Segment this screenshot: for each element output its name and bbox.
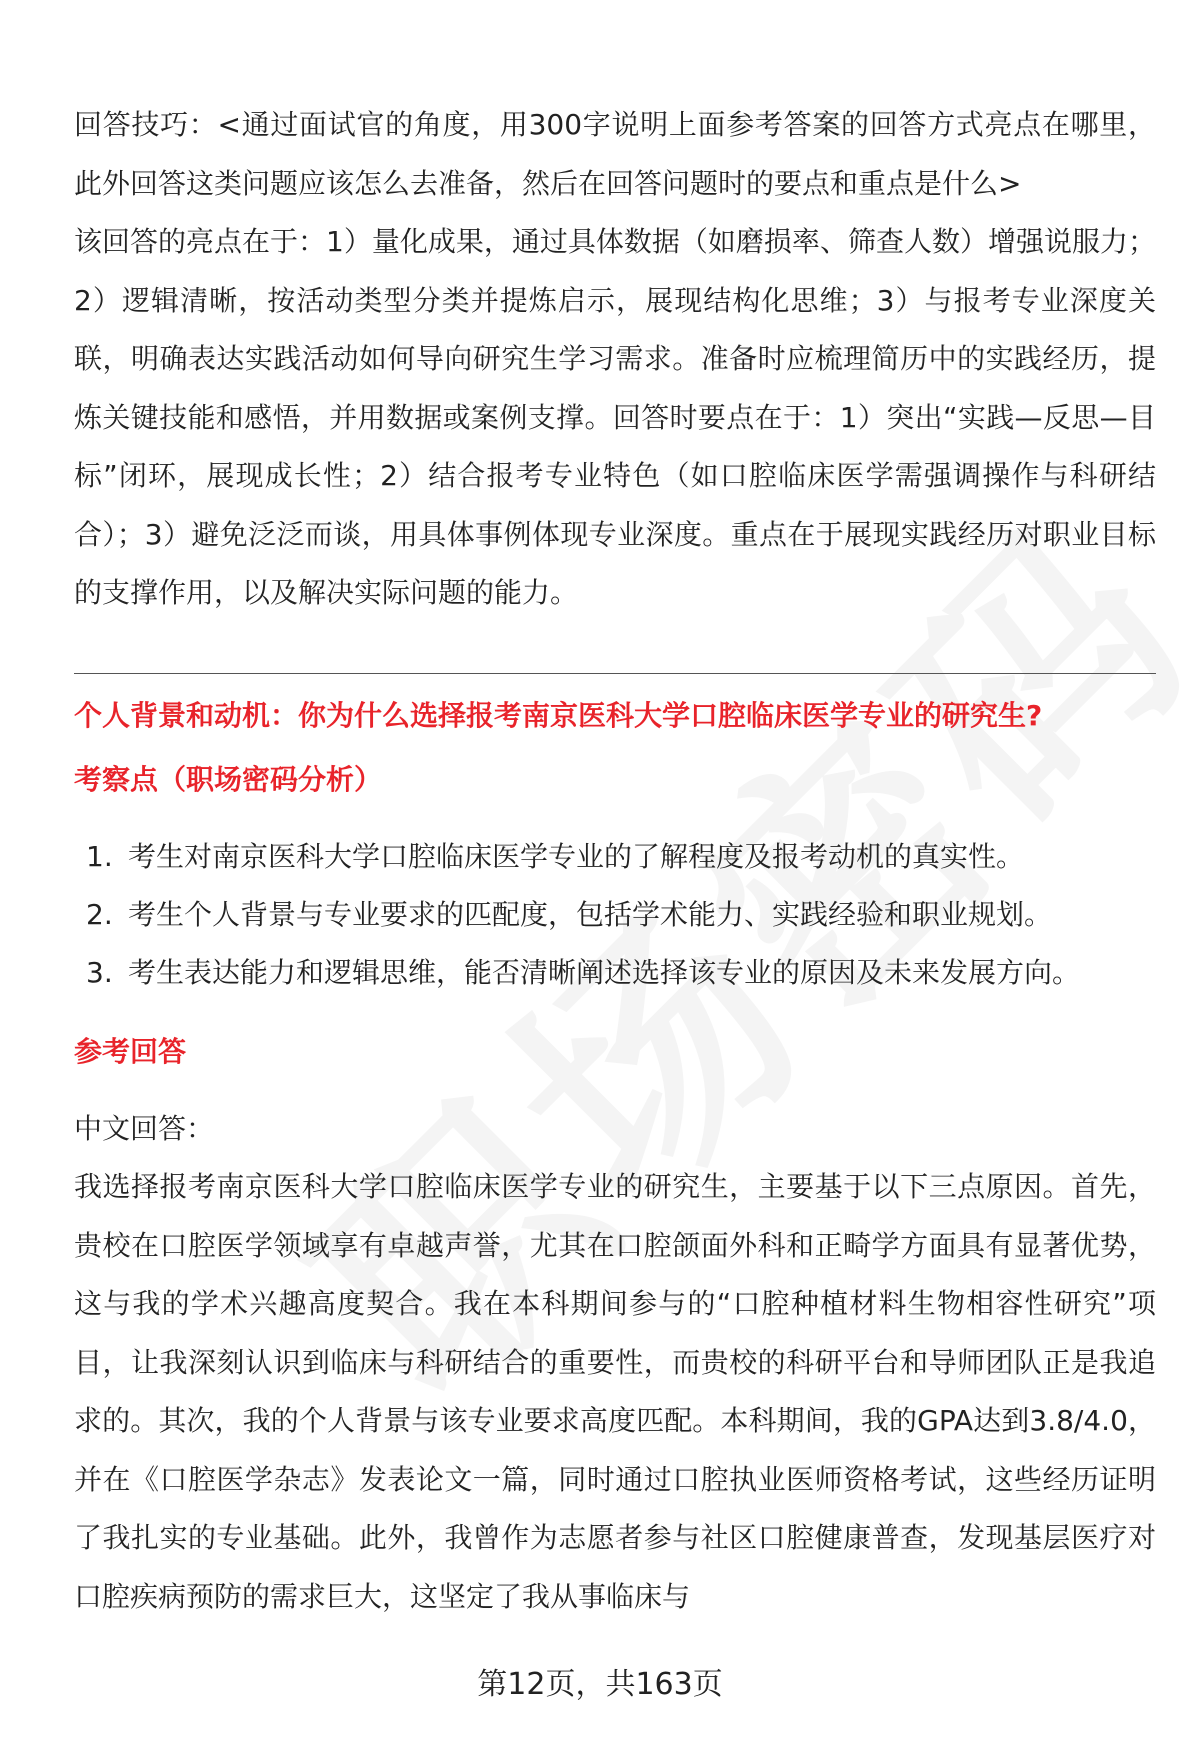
tips-body: 该回答的亮点在于：1）量化成果，通过具体数据（如磨损率、筛查人数）增强说服力；2）逻辑清晰，按活动类型分类并提炼启示，展现结构化思维；3）与报考专业深度关联，明确表达实践活动如何导向研究生学习需求。准备时应梳理简历中的实践经历，提炼关键技能和感悟，并用数据或案例支撑。回答时要点在于：1）突出“实践—反思—目标”闭环，展现成长性；2）结合报考专业特色（如口腔临床医学需强调操作与科研结合）；3）避免泛泛而谈，用具体事例体现专业深度。重点在于展现实践经历对职业目标的支撑作用，以及解决实际问题的能力。 (74, 225, 1156, 609)
question-title: 个人背景和动机：你为什么选择报考南京医科大学口腔临床医学专业的研究生? (74, 698, 1043, 732)
list-item-number: 2. (86, 897, 113, 931)
chinese-answer-body: 我选择报考南京医科大学口腔临床医学专业的研究生，主要基于以下三点原因。首先，贵校在口腔医学领域享有卓越声誉，尤其在口腔颌面外科和正畸学方面具有显著优势，这与我的学术兴趣高度契合。我在本科期间参与的“口腔种植材料生物相容性研究”项目，让我深刻认识到临床与科研结合的重要性，而贵校的科研平台和导师团队正是我追求的。其次，我的个人背景与该专业要求高度匹配。本科期间，我的GPA达到3.8/4.0，并在《口腔医学杂志》发表论文一篇，同时通过口腔执业医师资格考试，这些经历证明了我扎实的专业基础。此外，我曾作为志愿者参与社区口腔健康普查，发现基层医疗对口腔疾病预防的需求巨大，这坚定了我从事临床与 (74, 1170, 1156, 1613)
list-item (74, 944, 1156, 1002)
page-number: 第12页，共163页 (477, 1667, 723, 1702)
list-item-text: 考生个人背景与专业要求的匹配度，包括学术能力、实践经验和职业规划。 (128, 897, 1053, 931)
tips-prompt: 回答技巧：<通过面试官的角度，用300字说明上面参考答案的回答方式亮点在哪里，此外回答这类问题应该怎么去准备，然后在回答问题时的要点和重点是什么> (74, 108, 1156, 200)
list-item-text: 考生表达能力和逻辑思维，能否清晰阐述选择该专业的原因及未来发展方向。 (128, 955, 1081, 989)
list-item (74, 886, 1156, 944)
chinese-answer-label: 中文回答： (74, 1111, 215, 1145)
list-item (74, 828, 1156, 886)
list-item-text: 考生对南京医科大学口腔临床医学专业的了解程度及报考动机的真实性。 (128, 839, 1025, 873)
exam-points-title: 考察点（职场密码分析） (74, 762, 383, 796)
exam-points-list (74, 828, 1156, 1002)
section-divider (74, 673, 1156, 674)
document-page (74, 96, 1156, 1626)
list-item-number: 3. (86, 955, 113, 989)
reference-answer-title: 参考回答 (74, 1034, 187, 1068)
list-item-number: 1. (86, 839, 113, 873)
